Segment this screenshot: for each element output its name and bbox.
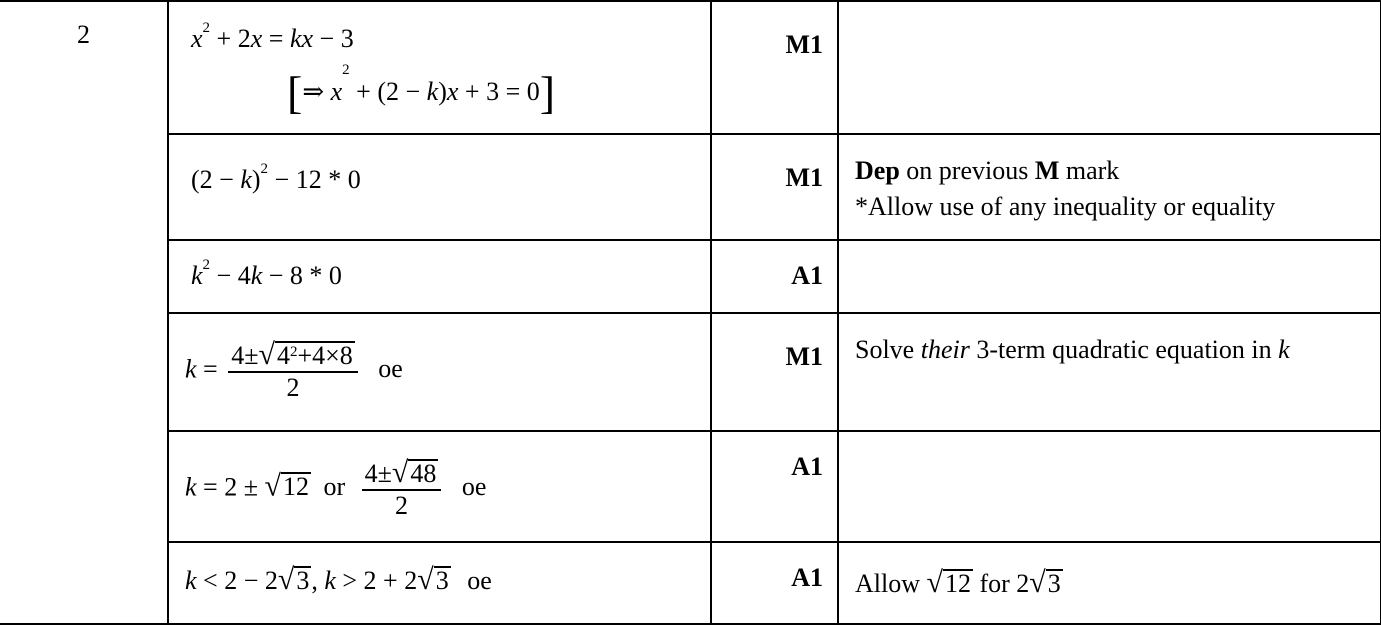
answer-cell-4 <box>168 313 711 431</box>
answer-cell-2 <box>168 134 711 240</box>
question-number: 2 <box>0 1 168 624</box>
final-inequality: k < 2 − 2√3, k > 2 + 2√3 oe <box>185 563 492 596</box>
quadratic-formula: k = $\frac{4\pm√4^2+4\times 8}{2}$ oe <box>185 338 403 402</box>
quadratic-in-k: $k^2 - 4k - 8 * 0$ <box>191 257 342 290</box>
guidance-cell-5 <box>838 431 1381 542</box>
k-solution-surd: k = 2 ± √12 or $\frac{4\pm√48}{2}$ oe <box>185 456 487 520</box>
answer-cell-3 <box>168 240 711 313</box>
guidance-cell-1 <box>838 1 1381 134</box>
mark-cell-2: M1 <box>711 134 838 240</box>
guidance-cell-2: Dep on previous M mark *Allow use of any inequality or equality <box>838 134 1381 240</box>
discriminant-expr: $(2 - k)^2 - 12 * 0$ <box>191 161 361 194</box>
equation-line-2: [⇒ $x^2 + (2 - k)x + 3 = 0$] <box>287 62 556 118</box>
surd-fraction: $\frac{4\pm√48}{2}$ <box>362 458 442 521</box>
answer-cell-1 <box>168 1 711 134</box>
answer-cell-6 <box>168 542 711 624</box>
formula-fraction: $\frac{4\pm√4^2+4\times 8}{2}$ <box>228 340 358 403</box>
answer-cell-5 <box>168 431 711 542</box>
mark-cell-6: A1 <box>711 542 838 624</box>
mark-cell-4: M1 <box>711 313 838 431</box>
equation-line-1: $x^2 + 2x$ = kx − 3 <box>191 20 354 53</box>
mark-cell-1: M1 <box>711 1 838 134</box>
guidance-cell-6: Allow √12 for 2√3 <box>838 542 1381 624</box>
mark-cell-3: A1 <box>711 240 838 313</box>
mark-cell-5: A1 <box>711 431 838 542</box>
guidance-cell-3 <box>838 240 1381 313</box>
guidance-cell-4: Solve their 3-term quadratic equation in k <box>838 313 1381 431</box>
